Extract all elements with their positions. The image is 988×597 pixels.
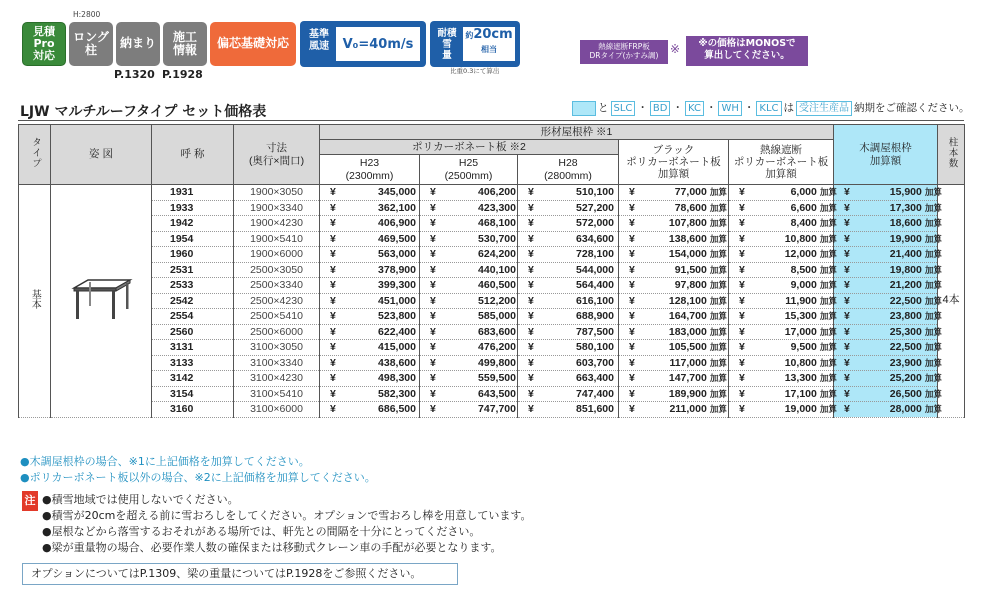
snow-load-note: 比重0.3にて算出 bbox=[450, 67, 500, 75]
add-heat-cell: ¥ 13,300 加算 bbox=[729, 371, 834, 387]
size-cell: 2500×4230 bbox=[234, 293, 320, 309]
code-slc: SLC bbox=[611, 101, 636, 116]
price-h25-cell: ¥ 747,700 bbox=[420, 402, 518, 418]
table-row bbox=[19, 293, 965, 309]
shape-cell bbox=[51, 185, 152, 418]
size-cell: 1900×6000 bbox=[234, 247, 320, 263]
size-cell: 3100×4230 bbox=[234, 371, 320, 387]
size-cell: 3100×5410 bbox=[234, 386, 320, 402]
price-h23-cell: ¥ 378,900 bbox=[320, 262, 420, 278]
price-h23-cell: ¥ 563,000 bbox=[320, 247, 420, 263]
price-h28-cell: ¥ 851,600 bbox=[518, 402, 619, 418]
price-h28-cell: ¥ 603,700 bbox=[518, 355, 619, 371]
header-heat: 熱線遮断 ポリカーボネート板 加算額 bbox=[729, 140, 834, 185]
code-bd: BD bbox=[650, 101, 671, 116]
made-to-order-label: 受注生産品 bbox=[796, 101, 852, 116]
code-cell: 2531 bbox=[152, 262, 234, 278]
size-cell: 1900×4230 bbox=[234, 216, 320, 232]
size-cell: 3100×3050 bbox=[234, 340, 320, 356]
price-h28-cell: ¥ 527,200 bbox=[518, 200, 619, 216]
caution-mark: 注 bbox=[22, 491, 38, 511]
price-h25-cell: ¥ 406,200 bbox=[420, 185, 518, 201]
code-cell: 3154 bbox=[152, 386, 234, 402]
add-black-cell: ¥ 107,800 加算 bbox=[619, 216, 729, 232]
price-h23-cell: ¥ 582,300 bbox=[320, 386, 420, 402]
price-h23-cell: ¥ 451,000 bbox=[320, 293, 420, 309]
add-black-cell: ¥ 147,700 加算 bbox=[619, 371, 729, 387]
page-ref-2[interactable]: P.1928 bbox=[162, 68, 203, 81]
code-cell: 2533 bbox=[152, 278, 234, 294]
price-h28-cell: ¥ 747,400 bbox=[518, 386, 619, 402]
table-row bbox=[19, 371, 965, 387]
price-h28-cell: ¥ 663,400 bbox=[518, 371, 619, 387]
price-h23-cell: ¥ 406,900 bbox=[320, 216, 420, 232]
wind-speed-box bbox=[300, 21, 426, 67]
add-heat-cell: ¥ 12,000 加算 bbox=[729, 247, 834, 263]
add-wood-cell: ¥ 26,500 加算 bbox=[834, 386, 938, 402]
code-cell: 3142 bbox=[152, 371, 234, 387]
table-row bbox=[19, 340, 965, 356]
price-h25-cell: ¥ 476,200 bbox=[420, 340, 518, 356]
code-cell: 1931 bbox=[152, 185, 234, 201]
price-h25-cell: ¥ 624,200 bbox=[420, 247, 518, 263]
size-cell: 2500×3340 bbox=[234, 278, 320, 294]
price-h25-cell: ¥ 512,200 bbox=[420, 293, 518, 309]
carport-figure-icon bbox=[66, 274, 136, 324]
add-black-cell: ¥ 97,800 加算 bbox=[619, 278, 729, 294]
table-row bbox=[19, 278, 965, 294]
header-posts: 柱本数 bbox=[938, 125, 965, 185]
code-kc: KC bbox=[685, 101, 704, 116]
price-h23-cell: ¥ 498,300 bbox=[320, 371, 420, 387]
table-row bbox=[19, 200, 965, 216]
title-underline bbox=[18, 120, 964, 121]
add-heat-cell: ¥ 17,000 加算 bbox=[729, 324, 834, 340]
add-black-cell: ¥ 77,000 加算 bbox=[619, 185, 729, 201]
add-heat-cell: ¥ 11,900 加算 bbox=[729, 293, 834, 309]
header-frame: 形材屋根枠 ※1 bbox=[320, 125, 834, 140]
asterisk-mark: ※ bbox=[670, 42, 681, 56]
code-cell: 1942 bbox=[152, 216, 234, 232]
header-name: 呼 称 bbox=[152, 125, 234, 185]
code-cell: 2560 bbox=[152, 324, 234, 340]
add-black-cell: ¥ 154,000 加算 bbox=[619, 247, 729, 263]
add-wood-cell: ¥ 19,800 加算 bbox=[834, 262, 938, 278]
add-wood-cell: ¥ 21,400 加算 bbox=[834, 247, 938, 263]
seko-info-badge: 施工 情報 bbox=[163, 22, 207, 66]
caution-item-1: ●積雪地域では使用しないでください。 bbox=[42, 493, 239, 506]
add-wood-cell: ¥ 19,900 加算 bbox=[834, 231, 938, 247]
caution-item-2: ●積雪が20cmを超える前に雪おろしをしてください。オプションで雪おろし棒を用意しています。 bbox=[42, 509, 532, 522]
table-row bbox=[19, 355, 965, 371]
add-black-cell: ¥ 211,000 加算 bbox=[619, 402, 729, 418]
code-cell: 1933 bbox=[152, 200, 234, 216]
header-type: タイプ bbox=[19, 125, 51, 185]
add-black-cell: ¥ 164,700 加算 bbox=[619, 309, 729, 325]
add-wood-cell: ¥ 21,200 加算 bbox=[834, 278, 938, 294]
price-h23-cell: ¥ 415,000 bbox=[320, 340, 420, 356]
price-h28-cell: ¥ 616,100 bbox=[518, 293, 619, 309]
size-cell: 1900×3340 bbox=[234, 200, 320, 216]
price-h25-cell: ¥ 423,300 bbox=[420, 200, 518, 216]
add-heat-cell: ¥ 8,400 加算 bbox=[729, 216, 834, 232]
price-h25-cell: ¥ 530,700 bbox=[420, 231, 518, 247]
size-cell: 2500×6000 bbox=[234, 324, 320, 340]
price-h25-cell: ¥ 643,500 bbox=[420, 386, 518, 402]
price-h28-cell: ¥ 564,400 bbox=[518, 278, 619, 294]
add-wood-cell: ¥ 17,300 加算 bbox=[834, 200, 938, 216]
add-heat-cell: ¥ 19,000 加算 bbox=[729, 402, 834, 418]
code-wh: WH bbox=[718, 101, 741, 116]
price-h28-cell: ¥ 728,100 bbox=[518, 247, 619, 263]
price-h23-cell: ¥ 523,800 bbox=[320, 309, 420, 325]
size-cell: 3100×3340 bbox=[234, 355, 320, 371]
made-to-order-note: と SLC ・ BD ・ KC ・ WH ・ KLC は 受注生産品 納期をご確認ください。 bbox=[572, 101, 970, 116]
price-h28-cell: ¥ 787,500 bbox=[518, 324, 619, 340]
wind-speed-label: 基準 風速 bbox=[309, 29, 329, 52]
price-h28-cell: ¥ 572,000 bbox=[518, 216, 619, 232]
add-black-cell: ¥ 138,600 加算 bbox=[619, 231, 729, 247]
long-pole-badge: ロング 柱 bbox=[69, 22, 113, 66]
header-h23: H23 (2300mm) bbox=[320, 155, 420, 185]
table-row bbox=[19, 386, 965, 402]
price-h25-cell: ¥ 468,100 bbox=[420, 216, 518, 232]
price-h23-cell: ¥ 362,100 bbox=[320, 200, 420, 216]
price-h25-cell: ¥ 585,000 bbox=[420, 309, 518, 325]
page-ref-1[interactable]: P.1320 bbox=[114, 68, 155, 81]
footnote-poly: ●ポリカーボネート板以外の場合、※2に上記価格を加算してください。 bbox=[20, 471, 376, 484]
option-reference-box[interactable]: オプションについてはP.1309、梁の重量についてはP.1928をご参照ください。 bbox=[22, 563, 458, 585]
price-h23-cell: ¥ 622,400 bbox=[320, 324, 420, 340]
wind-speed-value: V₀=40m/s bbox=[342, 36, 414, 52]
code-cell: 2542 bbox=[152, 293, 234, 309]
price-h23-cell: ¥ 345,000 bbox=[320, 185, 420, 201]
price-h23-cell: ¥ 469,500 bbox=[320, 231, 420, 247]
table-row bbox=[19, 309, 965, 325]
header-size: 寸法 (奥行×間口) bbox=[234, 125, 320, 185]
add-black-cell: ¥ 117,000 加算 bbox=[619, 355, 729, 371]
add-black-cell: ¥ 78,600 加算 bbox=[619, 200, 729, 216]
snow-load-label: 耐積雪 量 bbox=[437, 28, 457, 61]
add-wood-cell: ¥ 23,900 加算 bbox=[834, 355, 938, 371]
price-h25-cell: ¥ 559,500 bbox=[420, 371, 518, 387]
add-black-cell: ¥ 183,000 加算 bbox=[619, 324, 729, 340]
price-h28-cell: ¥ 688,900 bbox=[518, 309, 619, 325]
header-shape: 姿 図 bbox=[51, 125, 152, 185]
header-black: ブラック ポリカーボネート板 加算額 bbox=[619, 140, 729, 185]
add-wood-cell: ¥ 23,800 加算 bbox=[834, 309, 938, 325]
price-h28-cell: ¥ 580,100 bbox=[518, 340, 619, 356]
table-row bbox=[19, 231, 965, 247]
add-heat-cell: ¥ 6,000 加算 bbox=[729, 185, 834, 201]
price-h28-cell: ¥ 544,000 bbox=[518, 262, 619, 278]
add-wood-cell: ¥ 25,300 加算 bbox=[834, 324, 938, 340]
add-black-cell: ¥ 189,900 加算 bbox=[619, 386, 729, 402]
snow-load-value: 20cm bbox=[473, 27, 513, 42]
caution-item-4: ●梁が重量物の場合、必要作業人数の確保または移動式クレーン車の手配が必要となります。 bbox=[42, 541, 502, 554]
osamari-badge: 納まり bbox=[116, 22, 160, 66]
add-heat-cell: ¥ 10,800 加算 bbox=[729, 355, 834, 371]
add-heat-cell: ¥ 9,500 加算 bbox=[729, 340, 834, 356]
add-wood-cell: ¥ 28,000 加算 bbox=[834, 402, 938, 418]
footnote-wood: ●木調屋根枠の場合、※1に上記価格を加算してください。 bbox=[20, 455, 310, 468]
table-row bbox=[19, 262, 965, 278]
price-h23-cell: ¥ 438,600 bbox=[320, 355, 420, 371]
add-black-cell: ¥ 91,500 加算 bbox=[619, 262, 729, 278]
header-poly: ポリカーボネート板 ※2 bbox=[320, 140, 619, 155]
price-table bbox=[18, 124, 965, 418]
table-row bbox=[19, 324, 965, 340]
add-heat-cell: ¥ 15,300 加算 bbox=[729, 309, 834, 325]
add-heat-cell: ¥ 9,000 加算 bbox=[729, 278, 834, 294]
long-pole-height: H:2800 bbox=[73, 10, 101, 19]
size-cell: 1900×3050 bbox=[234, 185, 320, 201]
monos-note-badge: ※の価格はMONOSで 算出してください。 bbox=[686, 36, 808, 66]
table-row bbox=[19, 402, 965, 418]
add-black-cell: ¥ 128,100 加算 bbox=[619, 293, 729, 309]
wind-speed-value-box bbox=[336, 27, 420, 61]
add-wood-cell: ¥ 15,900 加算 bbox=[834, 185, 938, 201]
add-wood-cell: ¥ 25,200 加算 bbox=[834, 371, 938, 387]
price-h25-cell: ¥ 460,500 bbox=[420, 278, 518, 294]
add-heat-cell: ¥ 8,500 加算 bbox=[729, 262, 834, 278]
add-heat-cell: ¥ 6,600 加算 bbox=[729, 200, 834, 216]
price-h25-cell: ¥ 499,800 bbox=[420, 355, 518, 371]
add-wood-cell: ¥ 22,500 加算 bbox=[834, 340, 938, 356]
add-heat-cell: ¥ 10,800 加算 bbox=[729, 231, 834, 247]
add-wood-cell: ¥ 18,600 加算 bbox=[834, 216, 938, 232]
add-wood-cell: ¥ 22,500 加算 bbox=[834, 293, 938, 309]
size-cell: 1900×5410 bbox=[234, 231, 320, 247]
snow-load-box bbox=[430, 21, 520, 67]
kenmitsu-pro-badge: 見積Pro 対応 bbox=[22, 22, 66, 66]
code-cell: 3131 bbox=[152, 340, 234, 356]
size-cell: 2500×5410 bbox=[234, 309, 320, 325]
header-wood: 木調屋根枠 加算額 bbox=[834, 125, 938, 185]
posts-cell: 4本 bbox=[938, 185, 965, 418]
price-h23-cell: ¥ 686,500 bbox=[320, 402, 420, 418]
header-h28: H28 (2800mm) bbox=[518, 155, 619, 185]
add-heat-cell: ¥ 17,100 加算 bbox=[729, 386, 834, 402]
header-h25: H25 (2500mm) bbox=[420, 155, 518, 185]
code-cell: 3133 bbox=[152, 355, 234, 371]
table-row bbox=[19, 216, 965, 232]
color-swatch bbox=[572, 101, 596, 116]
price-h25-cell: ¥ 440,100 bbox=[420, 262, 518, 278]
size-cell: 2500×3050 bbox=[234, 262, 320, 278]
price-h25-cell: ¥ 683,600 bbox=[420, 324, 518, 340]
type-cell: 基本 bbox=[19, 185, 51, 418]
table-row bbox=[19, 247, 965, 263]
code-cell: 3160 bbox=[152, 402, 234, 418]
henshin-kiso-badge: 偏芯基礎対応 bbox=[210, 22, 296, 66]
price-h28-cell: ¥ 510,100 bbox=[518, 185, 619, 201]
snow-load-value-box: 約20cm 相当 bbox=[463, 27, 515, 61]
size-cell: 3100×6000 bbox=[234, 402, 320, 418]
heat-frp-badge: 熱線遮断FRP板 DRタイプ(かすみ調) bbox=[580, 40, 668, 64]
caution-item-3: ●屋根などから落雪するおそれがある場所では、軒先との間隔を十分にとってください。 bbox=[42, 525, 481, 538]
price-h23-cell: ¥ 399,300 bbox=[320, 278, 420, 294]
code-cell: 2554 bbox=[152, 309, 234, 325]
price-h28-cell: ¥ 634,600 bbox=[518, 231, 619, 247]
page-title: LJW マルチルーフタイプ セット価格表 bbox=[20, 104, 267, 120]
code-cell: 1960 bbox=[152, 247, 234, 263]
add-black-cell: ¥ 105,500 加算 bbox=[619, 340, 729, 356]
table-row bbox=[19, 185, 965, 201]
code-cell: 1954 bbox=[152, 231, 234, 247]
code-klc: KLC bbox=[756, 101, 781, 116]
